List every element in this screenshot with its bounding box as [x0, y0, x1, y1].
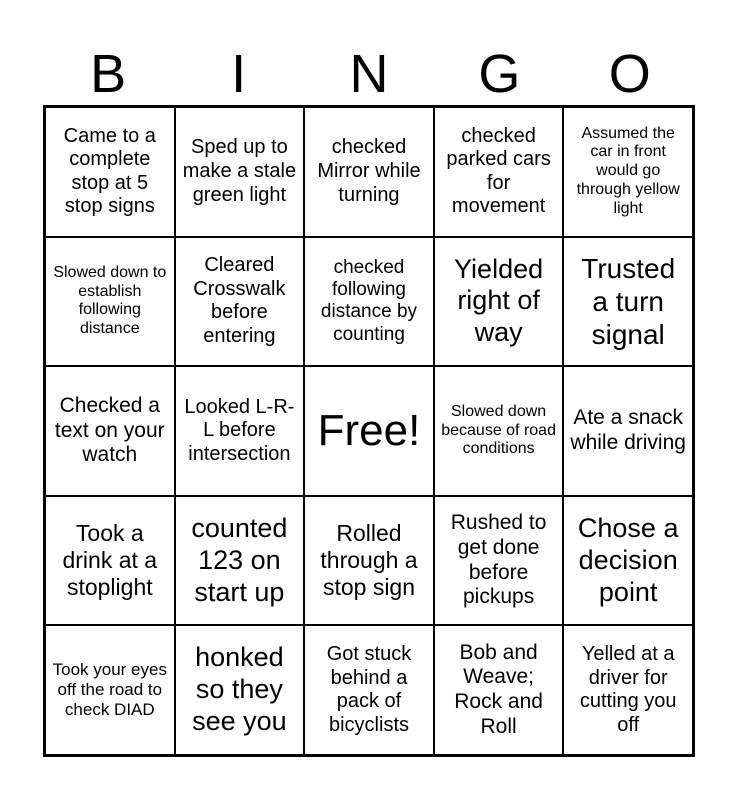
cell-text: Looked L-R-L before intersection	[184, 395, 295, 465]
bingo-cell-r2c1[interactable]	[45, 237, 175, 367]
cell-text: Yelled at a driver for cutting you off	[579, 643, 677, 736]
bingo-cell-r4c2[interactable]	[175, 496, 305, 626]
cell-text: Cleared Crosswalk before entering	[193, 254, 286, 347]
cell-text: honked so they see you	[192, 642, 287, 737]
bingo-cell-r2c5[interactable]	[563, 237, 693, 367]
cell-text: Sped up to make a stale green light	[182, 136, 297, 206]
cell-text: checked Mirror while turning	[317, 136, 421, 206]
bingo-cell-r3c4[interactable]	[434, 366, 564, 496]
bingo-cell-r1c3[interactable]	[304, 107, 434, 237]
cell-text: Rolled through a stop sign	[320, 519, 418, 601]
bingo-cell-r5c4[interactable]	[434, 625, 564, 755]
bingo-cell-r4c1[interactable]	[45, 496, 175, 626]
bingo-cell-r1c4[interactable]	[434, 107, 564, 237]
cell-text: Checked a text on your watch	[54, 393, 165, 467]
bingo-cell-r3c5[interactable]	[563, 366, 693, 496]
bingo-cell-r1c1[interactable]	[45, 107, 175, 237]
cell-text: checked following distance by counting	[320, 256, 418, 345]
header-letter-o: O	[608, 44, 651, 104]
cell-text: Took your eyes off the road to check DIAD	[52, 660, 167, 720]
bingo-cell-r5c2[interactable]	[175, 625, 305, 755]
bingo-header	[43, 44, 695, 104]
cell-text: Rushed to get done before pickups	[450, 511, 547, 609]
bingo-cell-r2c2[interactable]	[175, 237, 305, 367]
bingo-cell-r2c3[interactable]	[304, 237, 434, 367]
cell-text: Took a drink at a stoplight	[62, 519, 158, 601]
bingo-cell-free[interactable]	[304, 366, 434, 496]
bingo-cell-r4c5[interactable]	[563, 496, 693, 626]
header-letter-b: B	[90, 44, 127, 104]
cell-text: Came to a complete stop at 5 stop signs	[63, 124, 156, 218]
header-letter-n: N	[349, 44, 389, 104]
header-letter-i: I	[231, 44, 247, 104]
bingo-cell-r3c1[interactable]	[45, 366, 175, 496]
cell-text: Assumed the car in front would go through yellow light	[576, 124, 680, 218]
cell-text: checked parked cars for movement	[446, 124, 551, 218]
bingo-card-grid	[43, 105, 695, 757]
bingo-cell-r5c1[interactable]	[45, 625, 175, 755]
bingo-cell-r4c3[interactable]	[304, 496, 434, 626]
cell-text: Slowed down because of road conditions	[441, 402, 556, 458]
bingo-cell-r5c5[interactable]	[563, 625, 693, 755]
cell-text: Got stuck behind a pack of bicyclists	[326, 643, 412, 736]
cell-text: Yielded right of way	[454, 253, 544, 348]
free-space-text: Free!	[317, 406, 421, 456]
cell-text: Trusted a turn signal	[581, 252, 676, 350]
header-letter-g: G	[478, 44, 521, 104]
bingo-cell-r5c3[interactable]	[304, 625, 434, 755]
cell-text: Bob and Weave; Rock and Roll	[454, 640, 543, 738]
cell-text: Slowed down to establish following distance	[53, 263, 167, 338]
bingo-cell-r1c2[interactable]	[175, 107, 305, 237]
cell-text: counted 123 on start up	[191, 512, 288, 607]
cell-text: Ate a snack while driving	[570, 406, 686, 454]
bingo-cell-r1c5[interactable]	[563, 107, 693, 237]
cell-text: Chose a decision point	[577, 512, 679, 607]
bingo-cell-r3c2[interactable]	[175, 366, 305, 496]
bingo-cell-r2c4[interactable]	[434, 237, 564, 367]
bingo-cell-r4c4[interactable]	[434, 496, 564, 626]
